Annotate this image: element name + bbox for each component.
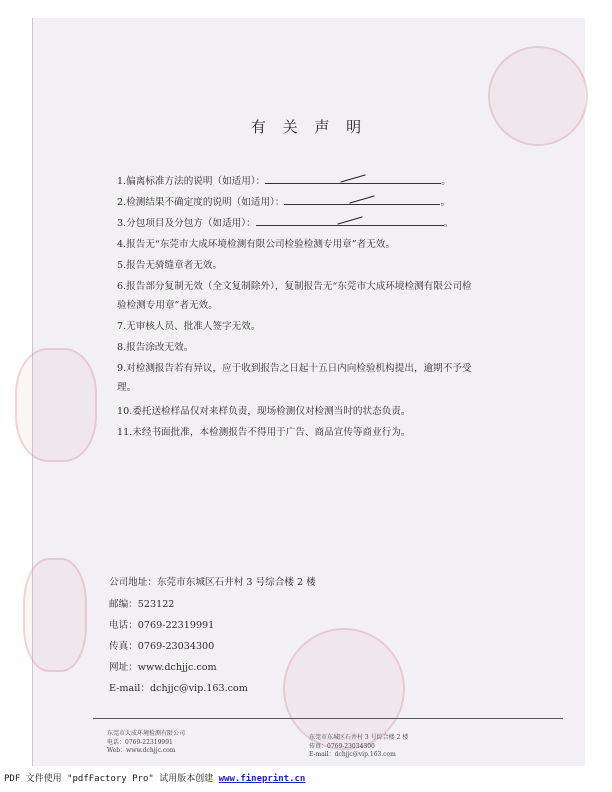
statement-item: 3.分包项目及分包方（如适用）： 。 (117, 218, 454, 229)
document-page (32, 18, 585, 766)
page-title: 有 关 声 明 (250, 118, 368, 136)
stamp-seal (283, 628, 405, 750)
footer-right: 东莞市东城区石井村 3 号综合楼 2 楼 传真：0769-23034300 E-mail：dchjjc@vip.163.com (309, 734, 409, 758)
footer-divider (93, 718, 563, 719)
footer-left: 东莞市大成环境检测有限公司 电话：0769-22319991 Web：www.dchjjc.com (107, 730, 186, 754)
stamp-seal (15, 348, 97, 462)
statement-item: 5.报告无骑缝章者无效。 (117, 260, 223, 271)
statement-item: 7.无审核人员、批准人签字无效。 (117, 321, 261, 332)
phone: 电话：0769-22319991 (109, 620, 215, 631)
website: 网址：www.dchjjc.com (109, 662, 217, 673)
statement-item: 8.报告涂改无效。 (117, 342, 194, 353)
postcode: 邮编：523122 (109, 599, 175, 610)
statement-item: 6.报告部分复制无效（全文复制除外），复制报告无“东莞市大成环境检测有限公司检 (117, 281, 472, 292)
statement-item: 验检测专用章”者无效。 (117, 300, 218, 311)
blank-line (265, 174, 441, 184)
stamp-seal (23, 558, 87, 672)
statement-item: 10.委托送检样品仅对来样负责，现场检测仅对检测当时的状态负责。 (117, 406, 411, 417)
email: E-mail：dchjjc@vip.163.com (109, 683, 248, 694)
statement-item: 理。 (117, 382, 137, 393)
blank-line (256, 216, 444, 226)
statement-item: 11.未经书面批准，本检测报告不得用于广告、商品宣传等商业行为。 (117, 427, 411, 438)
pdf-watermark-note: PDF 文件使用 "pdfFactory Pro" 试用版本创建 www.fineprint.cn (4, 774, 306, 784)
statement-item: 2.检测结果不确定度的说明（如适用）： 。 (117, 197, 451, 208)
statement-item: 1.偏离标准方法的说明（如适用）： 。 (117, 176, 451, 187)
fineprint-link[interactable]: www.fineprint.cn (218, 774, 306, 784)
blank-line (284, 195, 440, 205)
company-address: 公司地址：东莞市东城区石井村 3 号综合楼 2 楼 (109, 577, 316, 588)
fax: 传真：0769-23034300 (109, 641, 215, 652)
statement-item: 9.对检测报告若有异议，应于收到报告之日起十五日内向检验机构提出，逾期不予受 (117, 363, 472, 374)
statement-item: 4.报告无“东莞市大成环境检测有限公司检验检测专用章”者无效。 (117, 239, 395, 250)
